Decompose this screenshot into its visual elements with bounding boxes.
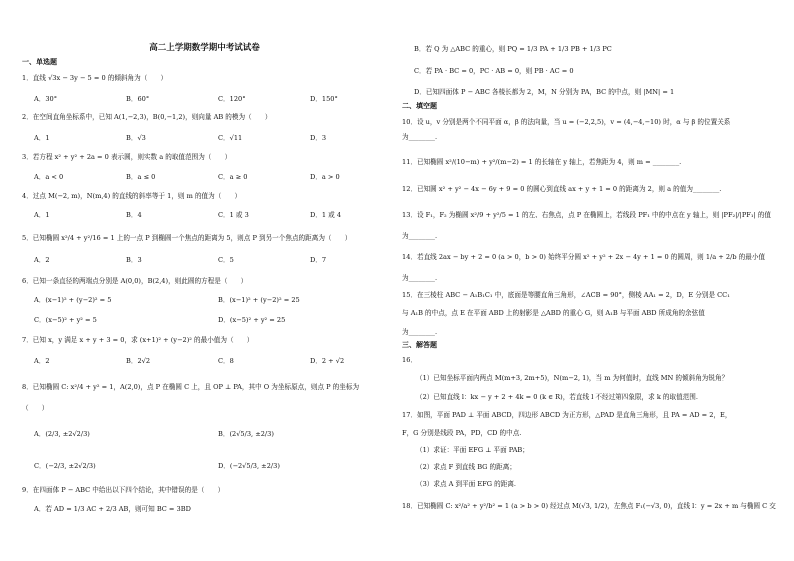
option-d: D．1 或 4 xyxy=(310,211,342,219)
option-b: B．60° xyxy=(126,95,150,103)
question-14-cont: 为________. xyxy=(402,274,438,282)
option-d: D．2 + √2 xyxy=(310,357,345,365)
option-d: D．a > 0 xyxy=(310,173,340,181)
question-13-cont: 为________. xyxy=(402,232,438,240)
option-c: C．√11 xyxy=(218,134,243,142)
question-17-part-2: （2）求点 F 到直线 BG 的距离； xyxy=(416,463,516,471)
question-7: 7．已知 x，y 满足 x + y + 3 = 0，求 (x+1)² + (y−2)² 的最小值为（ ） xyxy=(22,336,254,344)
option-b: B．a ≤ 0 xyxy=(126,173,156,181)
question-9-option-c: C．若 PA · BC = 0，PC · AB = 0，则 PB · AC = 0 xyxy=(414,67,574,75)
option-a: A．2 xyxy=(34,256,50,264)
option-b: B．(x−1)² + (y−2)² = 25 xyxy=(218,296,300,304)
section-heading-single-choice: 一、单选题 xyxy=(22,58,57,66)
question-15: 15．在三棱柱 ABC − A₁B₁C₁ 中，底面是等腰直角三角形，∠ACB = 90°，侧棱 AA₁ = 2，D，E 分别是 CC₁ xyxy=(402,291,730,299)
question-17-cont: F，G 分别是线段 PA，PD，CD 的中点. xyxy=(402,429,522,437)
question-12: 12．已知圆 x² + y² − 4x − 6y + 9 = 0 的圆心到直线 ax + y + 1 = 0 的距离为 2，则 a 的值为________. xyxy=(402,185,722,193)
question-16: 16． xyxy=(402,356,417,364)
option-a: A．1 xyxy=(34,211,50,219)
question-15-cont: 与 A₁B 的中点，点 E 在平面 ABD 上的射影是 △ABD 的重心 G，则 A₁B 与平面 ABD 所成角的余弦值 xyxy=(402,309,705,317)
question-16-part-2: （2）已知直线 l：kx − y + 2 + 4k = 0 (k ∈ R)，若直线 l 不经过第四象限，求 k 的取值范围. xyxy=(416,393,698,401)
question-14: 14．若直线 2ax − by + 2 = 0 (a > 0，b > 0) 始终平分圆 x² + y² + 2x − 4y + 1 = 0 的圆周，则 1/a + 2/b 的最小值 xyxy=(402,253,766,261)
option-a: A．a < 0 xyxy=(34,173,64,181)
option-a: A．(x−1)² + (y−2)² = 5 xyxy=(34,296,112,304)
question-3: 3．若方程 x² + y² + 2a = 0 表示圆，则实数 a 的取值范围为（ ） xyxy=(22,153,232,161)
option-a: A．2 xyxy=(34,357,50,365)
question-4: 4．过点 M(−2, m)，N(m,4) 的直线的斜率等于 1，则 m 的值为（ ） xyxy=(22,192,242,200)
option-c: C．1 或 3 xyxy=(218,211,249,219)
option-d: D．(x−5)² + y² = 25 xyxy=(218,316,286,324)
question-17-part-3: （3）求点 A 到平面 EFG 的距离. xyxy=(416,480,517,488)
option-c: C．5 xyxy=(218,256,234,264)
section-heading-fill-in: 二、填空题 xyxy=(402,102,437,110)
option-c: C．120° xyxy=(218,95,246,103)
question-13: 13．设 F₁，F₂ 为椭圆 x²/9 + y²/5 = 1 的左、右焦点，点 P 在椭圆上，若线段 PF₁ 中的中点在 y 轴上，则 |PF₂|/|PF₁| 的值 xyxy=(402,211,771,219)
question-9: 9．在四面体 P − ABC 中给出以下四个结论，其中错误的是（ ） xyxy=(22,486,225,494)
option-c: C．a ≥ 0 xyxy=(218,173,248,181)
question-6: 6．已知一条直径的两端点分别是 A(0,0)，B(2,4)，则此圆的方程是（ ） xyxy=(22,277,248,285)
question-11: 11．已知椭圆 x²/(10−m) + y²/(m−2) = 1 的长轴在 y 轴上，若焦距为 4，则 m = ________. xyxy=(402,158,682,166)
option-c: C．8 xyxy=(218,357,234,365)
option-b: B．(2√5/3, ±2/3) xyxy=(218,430,274,438)
question-5: 5．已知椭圆 x²/4 + y²/16 = 1 上的一点 P 到椭圆一个焦点的距离为 5，则点 P 到另一个焦点的距离为（ ） xyxy=(22,234,352,242)
page-title: 高二上学期数学期中考试试卷 xyxy=(149,43,260,53)
option-b: B．3 xyxy=(126,256,142,264)
question-17: 17．如图，平面 PAD ⊥ 平面 ABCD，四边形 ABCD 为正方形，△PAD 是直角三角形，且 PA = AD = 2，E， xyxy=(402,411,732,419)
option-d: D．3 xyxy=(310,134,327,142)
option-c: C．(x−5)² + y² = 5 xyxy=(34,316,97,324)
option-a: A．30° xyxy=(34,95,58,103)
question-10-cont: 为________. xyxy=(402,133,438,141)
option-d: D．150° xyxy=(310,95,338,103)
question-16-part-1: （1）已知坐标平面内两点 M(m+3, 2m+5)，N(m−2, 1)，当 m 为何值时，直线 MN 的倾斜角为锐角？ xyxy=(416,374,729,382)
option-b: B．2√2 xyxy=(126,357,151,365)
question-8: 8．已知椭圆 C: x²/4 + y² = 1，A(2,0)，点 P 在椭圆 C 上，且 OP ⊥ PA，其中 O 为坐标原点，则点 P 的坐标为 xyxy=(22,383,360,391)
option-a: A．(2/3, ±2√2/3) xyxy=(34,430,90,438)
question-18: 18．已知椭圆 C: x²/a² + y²/b² = 1 (a > b > 0) 经过点 M(√3, 1/2)，左焦点 F₁(−√3, 0)，直线 l：y = 2x + m 与椭圆 C 交 xyxy=(402,502,776,510)
question-2: 2．在空间直角坐标系中，已知 A(1,−2,3)，B(0,−1,2)，则向量 AB 的模为（ ） xyxy=(22,113,272,121)
option-b: B．4 xyxy=(126,211,142,219)
option-d: D．7 xyxy=(310,256,327,264)
section-heading-answers: 三、解答题 xyxy=(402,341,437,349)
question-9-option-d: D．已知四面体 P − ABC 各棱长都为 2，M，N 分别为 PA，BC 的中点，则 |MN| = 1 xyxy=(414,88,675,96)
option-c: C．(−2/3, ±2√2/3) xyxy=(34,462,96,470)
question-9-option-b: B．若 Q 为 △ABC 的重心，则 PQ = 1/3 PA + 1/3 PB + 1/3 PC xyxy=(414,45,612,53)
option-b: B．√3 xyxy=(126,134,146,142)
question-1: 1．直线 √3x − 3y − 5 = 0 的倾斜角为（ ） xyxy=(22,74,168,82)
option-d: D．(−2√5/3, ±2/3) xyxy=(218,462,280,470)
question-9-option-a: A．若 AD = 1/3 AC + 2/3 AB，则可知 BC = 3BD xyxy=(34,505,191,513)
question-17-part-1: （1）求证：平面 EFG ⊥ 平面 PAB； xyxy=(416,446,529,454)
question-10: 10．设 u，v 分别是两个不同平面 α，β 的法向量，当 u = (−2,2,5)，v = (4,−4,−10) 时，α 与 β 的位置关系 xyxy=(402,118,731,126)
question-15-cont2: 为________. xyxy=(402,328,438,336)
option-a: A．1 xyxy=(34,134,50,142)
question-8-bracket: （ ） xyxy=(22,404,49,412)
